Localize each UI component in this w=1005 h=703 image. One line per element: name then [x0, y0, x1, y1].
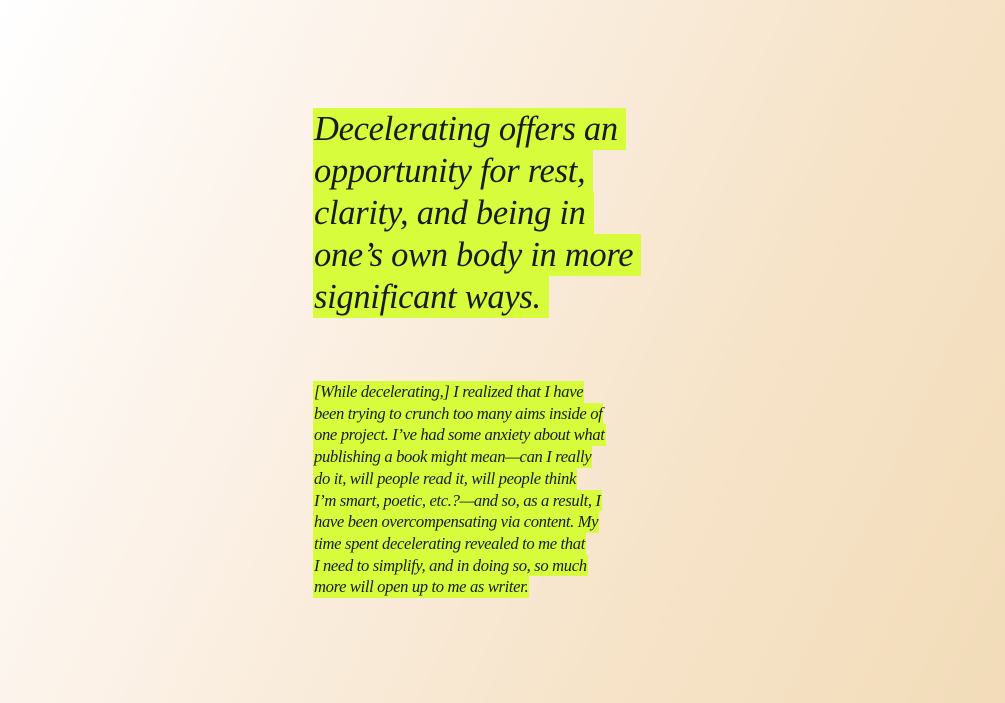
passage-line: one project. I’ve had some anxiety about what — [314, 425, 605, 445]
passage-line: publishing a book might mean—can I really — [314, 447, 592, 467]
passage-line: do it, will people read it, will people think — [314, 468, 577, 488]
passage-line: I’m smart, poetic, etc.?—and so, as a result, I — [314, 490, 601, 510]
passage-line: more will open up to me as writer. — [314, 577, 529, 597]
passage-line: time spent decelerating revealed to me that — [314, 533, 585, 553]
passage-line: I need to simplify, and in doing so, so much — [314, 555, 587, 575]
body-passage — [313, 381, 673, 598]
pull-quote-line: significant ways. — [313, 276, 673, 318]
pull-quote-line: opportunity for rest, — [313, 150, 673, 192]
pull-quote-line: one’s own body in more — [313, 234, 673, 276]
pull-quote — [313, 108, 673, 318]
pull-quote-line: clarity, and being in — [313, 192, 673, 234]
passage-line: [While decelerating,] I realized that I have — [314, 382, 584, 401]
passage-line: been trying to crunch too many aims inside of — [314, 403, 603, 423]
passage-line: have been overcompensating via content. My — [314, 512, 599, 532]
pull-quote-line: Decelerating offers an — [313, 108, 673, 150]
